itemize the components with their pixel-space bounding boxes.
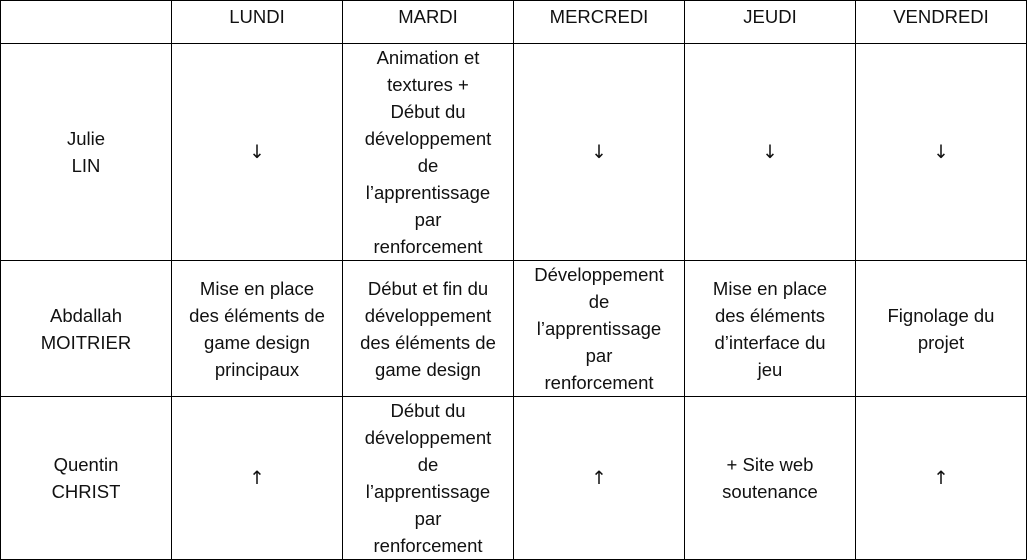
person-name: Quentin CHRIST — [1, 397, 172, 560]
table-row — [1, 261, 1027, 397]
task-cell: + Site web soutenance — [685, 397, 856, 560]
down-arrow-icon: ↓ — [514, 44, 685, 261]
task-cell: Développement de l’apprentissage par renforcement — [514, 261, 685, 397]
down-arrow-icon: ↓ — [172, 44, 343, 261]
task-cell: Fignolage du projet — [856, 261, 1027, 397]
person-name: Julie LIN — [1, 44, 172, 261]
task-cell: Mise en place des éléments d’interface du jeu — [685, 261, 856, 397]
task-cell: Début et fin du développement des éléments de game design — [343, 261, 514, 397]
up-arrow-icon: ↑ — [172, 397, 343, 560]
day-header-mercredi: MERCREDI — [514, 1, 685, 44]
day-header-lundi: LUNDI — [172, 1, 343, 44]
person-name: Abdallah MOITRIER — [1, 261, 172, 397]
header-row — [1, 1, 1027, 44]
table-row — [1, 397, 1027, 560]
up-arrow-icon: ↑ — [514, 397, 685, 560]
table-row — [1, 44, 1027, 261]
up-arrow-icon: ↑ — [856, 397, 1027, 560]
task-cell: Mise en place des éléments de game design principaux — [172, 261, 343, 397]
corner-cell — [1, 1, 172, 44]
down-arrow-icon: ↓ — [856, 44, 1027, 261]
day-header-vendredi: VENDREDI — [856, 1, 1027, 44]
task-cell: Début du développement de l’apprentissage par renforcement — [343, 397, 514, 560]
task-cell: Animation et textures + Début du développement de l’apprentissage par renforcement — [343, 44, 514, 261]
down-arrow-icon: ↓ — [685, 44, 856, 261]
day-header-mardi: MARDI — [343, 1, 514, 44]
day-header-jeudi: JEUDI — [685, 1, 856, 44]
